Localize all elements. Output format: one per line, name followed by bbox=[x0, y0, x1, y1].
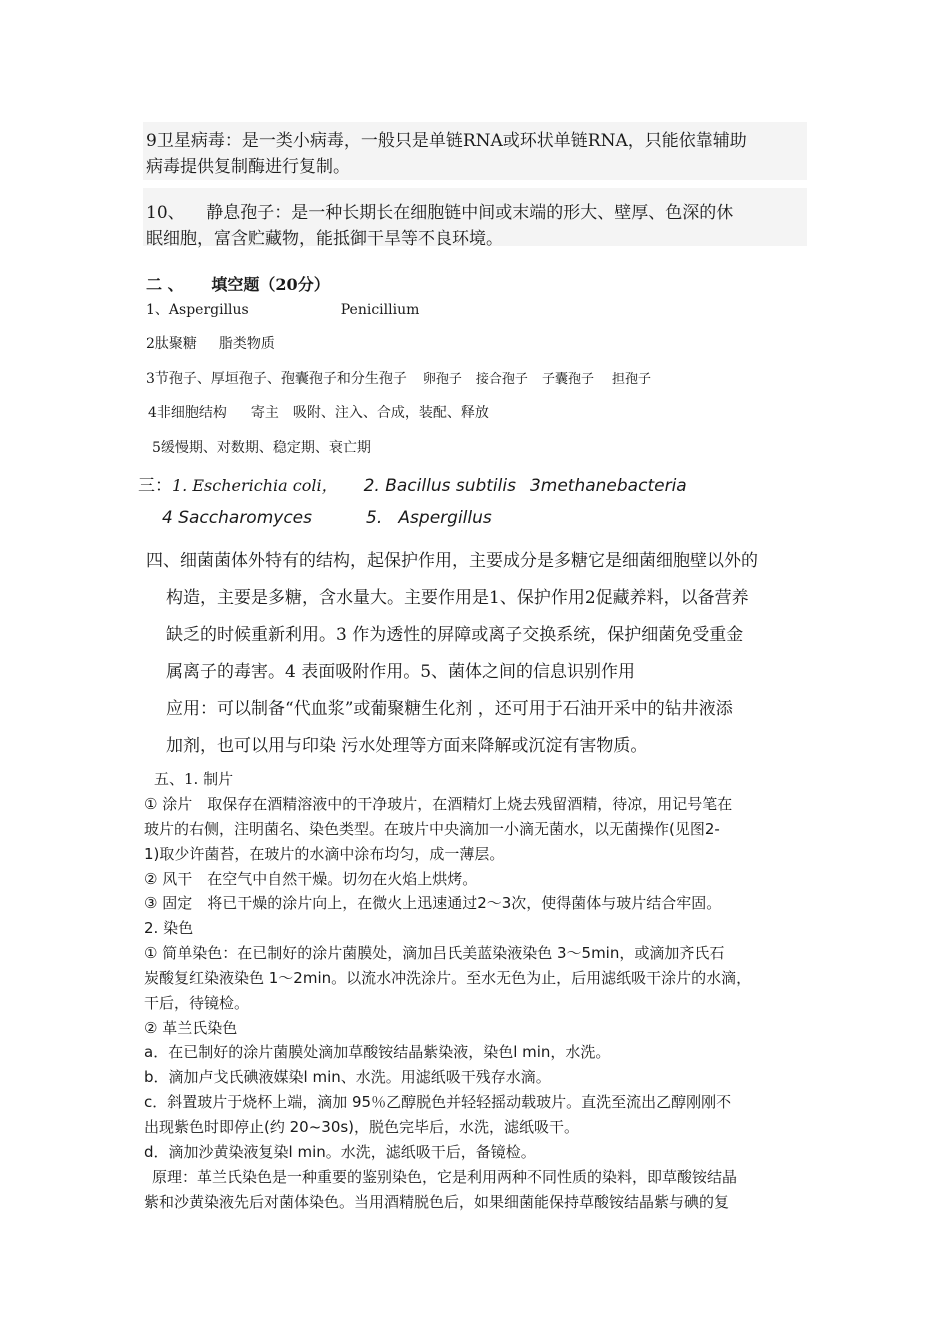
section-5-line-1: ① 涂片 取保存在酒精溶液中的干净玻片，在酒精灯上烧去残留酒精，待凉，用记号笔在 bbox=[144, 795, 733, 813]
answer-1 bbox=[146, 299, 419, 319]
definition-9-line-1: 9卫星病毒：是一类小病毒，一般只是单链RNA或环状单链RNA，只能依靠辅助 bbox=[146, 131, 747, 151]
answer-3-b: 卵孢子 bbox=[422, 372, 462, 387]
answer-3-a: 3节孢子、厚垣孢子、孢囊孢子和分生孢子 bbox=[146, 371, 407, 387]
section-5-line-11: a．在已制好的涂片菌膜处滴加草酸铵结晶紫染液，染色l min，水洗。 bbox=[144, 1043, 611, 1061]
section-3-row-2 bbox=[162, 508, 492, 528]
answer-2-b: 脂类物质 bbox=[218, 336, 275, 352]
answer-3 bbox=[146, 368, 651, 388]
section-4-line-4: 属离子的毒害。4 表面吸附作用。5、菌体之间的信息识别作用 bbox=[166, 662, 636, 682]
section-5-line-4: ② 风干 在空气中自然干燥。切勿在火焰上烘烤。 bbox=[144, 870, 478, 888]
section-5-line-10: ② 革兰氏染色 bbox=[144, 1019, 238, 1037]
answer-5: 5缓慢期、对数期、稳定期、衰亡期 bbox=[152, 440, 371, 456]
answer-2-a: 2肽聚糖 bbox=[146, 336, 197, 352]
definition-10-line-2: 眠细胞，富含贮藏物，能抵御干旱等不良环境。 bbox=[146, 229, 503, 249]
answer-4 bbox=[148, 402, 489, 422]
section-4-line-5: 应用：可以制备“代血浆”或葡聚糖生化剂 ，还可用于石油开采中的钻井液添 bbox=[166, 699, 733, 719]
section-4-line-1: 四、细菌菌体外特有的结构，起保护作用，主要成分是多糖它是细菌细胞壁以外的 bbox=[146, 551, 758, 571]
section-5-line-12: b．滴加卢戈氏碘液媒染l min、水洗。用滤纸吸干残存水滴。 bbox=[144, 1068, 551, 1086]
organism-5: 5. Aspergillus bbox=[366, 508, 492, 528]
answer-4-b: 寄主 bbox=[250, 405, 279, 421]
section-5-line-14: 出现紫色时即停止(约 20~30s)，脱色完毕后，水洗，滤纸吸干。 bbox=[144, 1118, 580, 1136]
answer-4-c: 吸附、注入、合成，装配、释放 bbox=[292, 405, 489, 421]
section-5-line-5: ③ 固定 将已干燥的涂片向上，在微火上迅速通过2～3次，使得菌体与玻片结合牢固。 bbox=[144, 894, 722, 912]
answer-4-a: 4非细胞结构 bbox=[148, 405, 227, 421]
definition-9-line-2: 病毒提供复制酶进行复制。 bbox=[146, 157, 350, 177]
organism-1: 1. Escherichia coli， bbox=[172, 476, 338, 495]
section-4-line-6: 加剂，也可以用与印染 污水处理等方面来降解或沉淀有害物质。 bbox=[166, 736, 648, 756]
organism-3: 3methanebacteria bbox=[529, 476, 687, 496]
answer-1-a: 1、Aspergillus bbox=[146, 302, 249, 318]
principle-line-1: 原理：革兰氏染色是一种重要的鉴别染色，它是利用两种不同性质的染料，即草酸铵结晶 bbox=[152, 1168, 738, 1186]
organism-4: 4 Saccharomyces bbox=[162, 508, 312, 528]
section-5-line-3: 1)取少许菌苔，在玻片的水滴中涂布均匀，成一薄层。 bbox=[144, 845, 505, 863]
organism-2: 2. Bacillus subtilis bbox=[363, 476, 516, 496]
section-3-row-1 bbox=[138, 471, 687, 496]
answer-3-d: 子囊孢子 bbox=[541, 372, 594, 387]
section-5-line-9: 干后，待镜检。 bbox=[144, 994, 250, 1012]
section-2-heading: 二 、 填空题（20分） bbox=[146, 275, 330, 294]
section-5-line-8: 炭酸复红染液染色 1～2min。以流水冲洗涂片。至水无色为止，后用滤纸吸干涂片的水滴， bbox=[144, 969, 752, 987]
answer-3-e: 担孢子 bbox=[611, 372, 651, 387]
answer-1-b: Penicillium bbox=[340, 302, 420, 318]
section-5-line-7: ① 简单染色：在已制好的涂片菌膜处，滴加吕氏美蓝染液染色 3～5min，或滴加齐氏石 bbox=[144, 944, 725, 962]
section-5-line-2: 玻片的右侧，注明菌名、染色类型。在玻片中央滴加一小滴无菌水，以无菌操作(见图2- bbox=[144, 820, 720, 838]
answer-2 bbox=[146, 333, 275, 353]
definition-10-line-1: 10、 静息孢子：是一种长期长在细胞链中间或末端的形大、壁厚、色深的休 bbox=[146, 203, 734, 223]
section-5-line-6: 2. 染色 bbox=[144, 919, 194, 937]
answer-3-c: 接合孢子 bbox=[475, 372, 528, 387]
section-3-label: 三： bbox=[138, 476, 172, 496]
principle-line-2: 紫和沙黄染液先后对菌体染色。当用酒精脱色后，如果细菌能保持草酸铵结晶紫与碘的复 bbox=[144, 1193, 730, 1211]
section-5-line-13: c．斜置玻片于烧杯上端，滴加 95％乙醇脱色并轻轻摇动载玻片。直洗至流出乙醇刚刚不 bbox=[144, 1093, 732, 1111]
section-5-line-15: d．滴加沙黄染液复染l min。水洗，滤纸吸干后，备镜检。 bbox=[144, 1143, 536, 1161]
section-4-line-3: 缺乏的时候重新利用。3 作为透性的屏障或离子交换系统，保护细菌免受重金 bbox=[166, 625, 744, 645]
section-5-heading: 五、1. 制片 bbox=[154, 770, 234, 788]
section-4-line-2: 构造，主要是多糖，含水量大。主要作用是1、保护作用2促藏养料，以备营养 bbox=[166, 588, 749, 608]
